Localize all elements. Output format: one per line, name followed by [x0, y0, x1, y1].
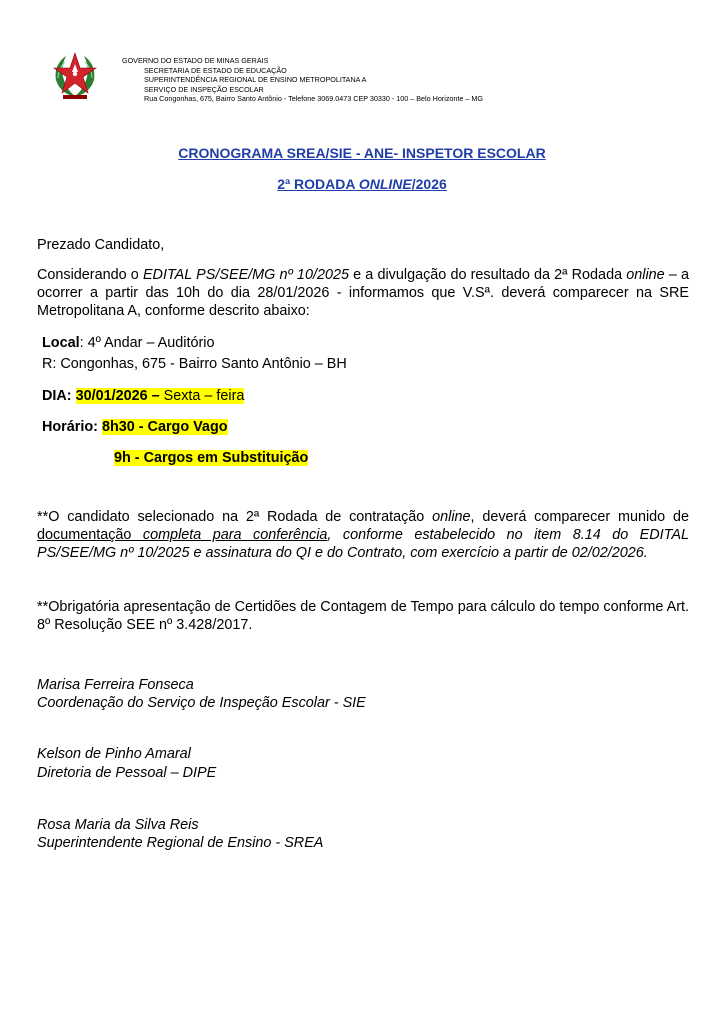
schedule-line: Horário: 8h30 - Cargo Vago	[42, 419, 228, 435]
schedule-line-2	[114, 449, 308, 467]
header-government: GOVERNO DO ESTADO DE MINAS GERAIS	[122, 56, 269, 65]
document-subtitle: 2ª RODADA ONLINE/2026	[277, 176, 447, 192]
greeting: Prezado Candidato,	[37, 237, 165, 253]
note-documentation: **O candidato selecionado na 2ª Rodada de contratação online, deverá comparecer munido de documentação completa para conferência, conforme estabelecido no item 8.14 do EDITAL PS/SEE/MG nº 10/2025 e assinatura do QI e do Contrato, com exercício a partir de 02/02/2026.	[37, 509, 689, 561]
date-line: DIA: 30/01/2026 – Sexta – feira	[42, 388, 245, 404]
header-secretariat: SECRETARIA DE ESTADO DE EDUCAÇÃO	[144, 66, 287, 75]
address-line: R: Congonhas, 675 - Bairro Santo Antônio – BH	[42, 356, 347, 372]
note-certificates: **Obrigatória apresentação de Certidões de Contagem de Tempo para cálculo do tempo conforme Art. 8º Resolução SEE nº 3.428/2017.	[37, 599, 689, 633]
header-superintendence: SUPERINTENDÊNCIA REGIONAL DE ENSINO METROPOLITANA A	[144, 75, 367, 84]
signature-role: Diretoria de Pessoal – DIPE	[37, 765, 217, 781]
signature-name: Rosa Maria da Silva Reis	[37, 817, 199, 833]
intro-paragraph: Considerando o EDITAL PS/SEE/MG nº 10/2025 e a divulgação do resultado da 2ª Rodada online – a ocorrer a partir das 10h do dia 28/01/2026 - informamos que V.Sª. deverá comparecer na SRE Metropolitana A, conforme descrito abaixo:	[37, 267, 690, 319]
header-address: Rua Congonhas, 675, Bairro Santo Antônio - Telefone 3069.0473 CEP 30330 - 100 – Belo Horizonte – MG	[144, 94, 483, 103]
state-coat-of-arms-icon	[50, 50, 100, 102]
signature-name: Kelson de Pinho Amaral	[37, 746, 191, 762]
header-service: SERVIÇO DE INSPEÇÃO ESCOLAR	[144, 85, 264, 94]
signature-name: Marisa Ferreira Fonseca	[37, 677, 194, 693]
slot-cargo-vago: 8h30 - Cargo Vago	[101, 419, 228, 435]
document-title: CRONOGRAMA SREA/SIE - ANE- INSPETOR ESCOLAR	[178, 145, 546, 161]
slot-cargos-substituicao: 9h - Cargos em Substituição	[114, 450, 309, 466]
signature-role: Coordenação do Serviço de Inspeção Escolar - SIE	[37, 695, 366, 711]
local-line: Local: 4º Andar – Auditório	[42, 335, 215, 351]
signature-role: Superintendente Regional de Ensino - SREA	[37, 835, 324, 851]
